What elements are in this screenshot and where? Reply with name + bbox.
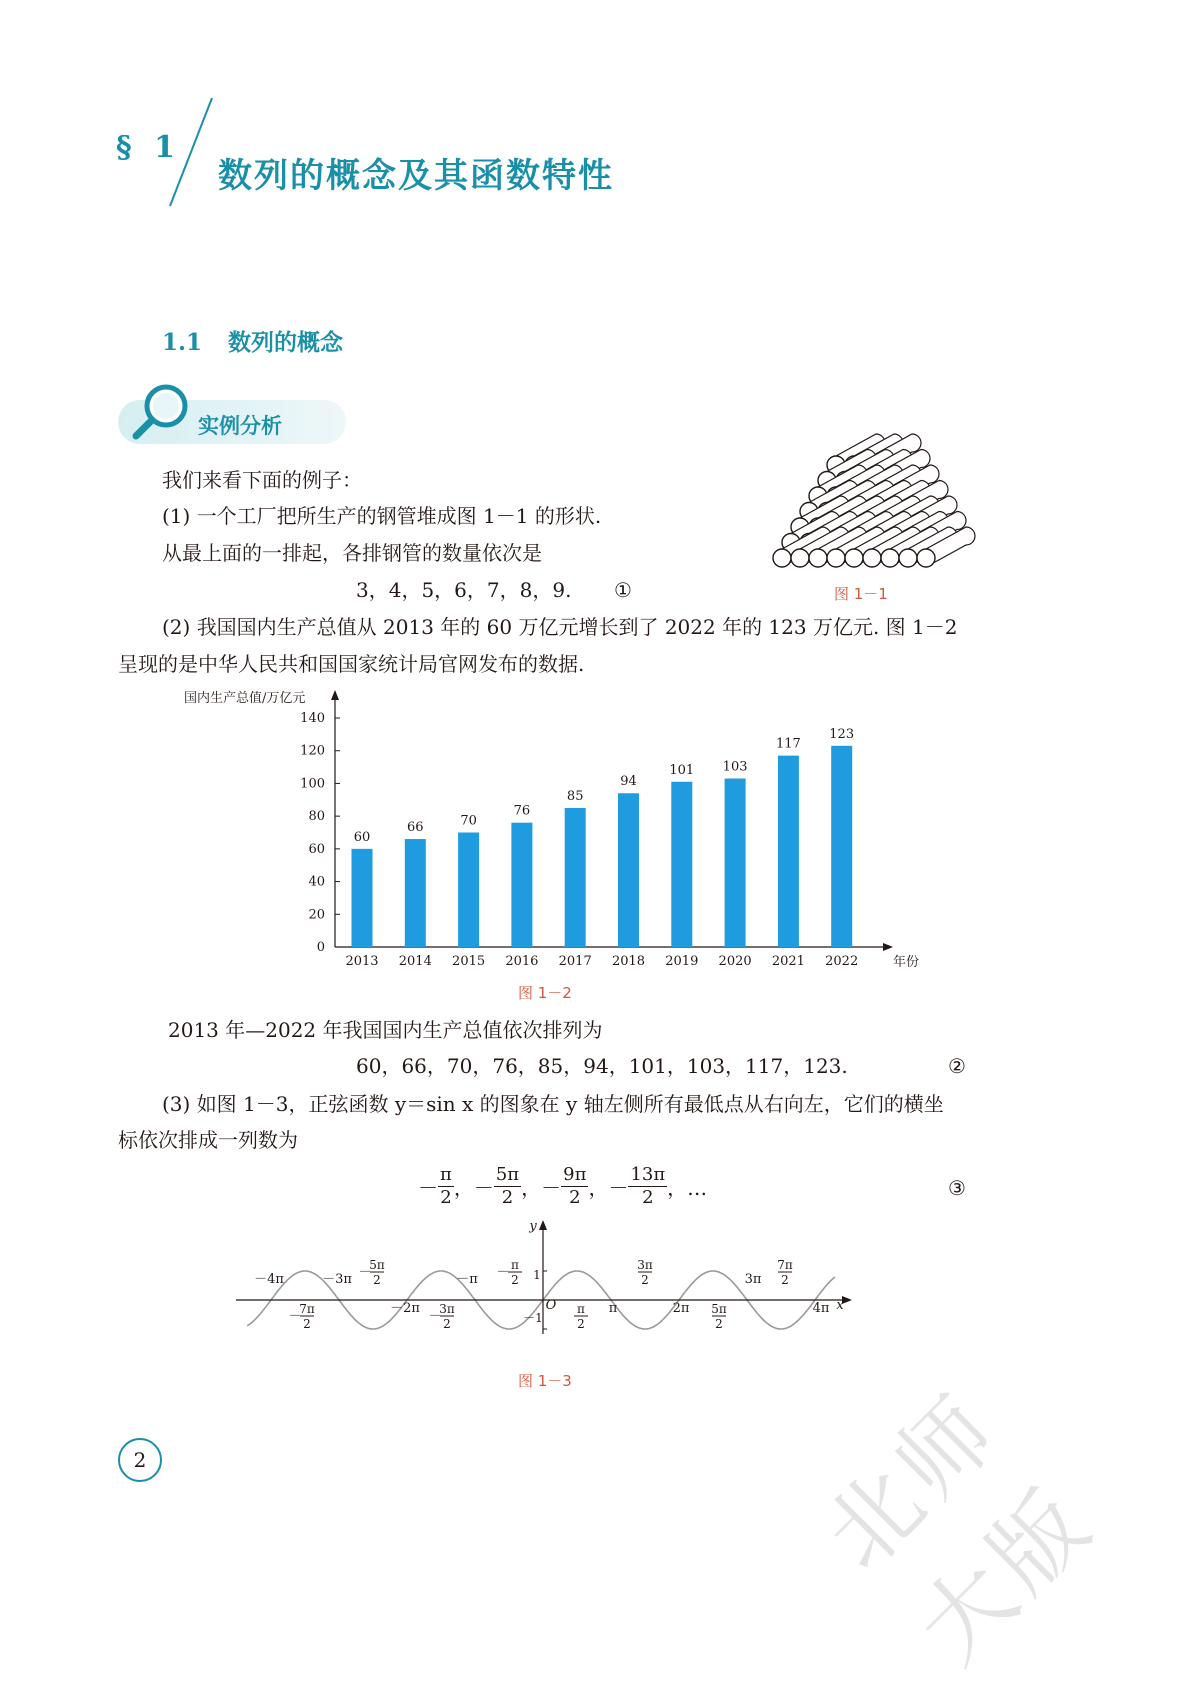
svg-text:2: 2 (443, 1317, 451, 1331)
bar (725, 779, 746, 947)
sine-graph (232, 1216, 856, 1340)
label-neg-3pi: －3π (322, 1272, 352, 1287)
example3-line2: 标依次排成一列数为 (118, 1128, 298, 1152)
x-axis-arrow (883, 943, 893, 951)
y-axis-label: y (529, 1219, 537, 1234)
label-pi: π (608, 1301, 618, 1316)
y-tick-label: 20 (308, 907, 325, 923)
example2-after-text: 2013 年—2022 年我国国内生产总值依次排列为 (168, 1018, 603, 1042)
section-divider (166, 96, 216, 210)
label-7pi-2 (777, 1258, 793, 1287)
seq3-ellipsis: ，… (667, 1176, 708, 1200)
svg-text:2: 2 (373, 1273, 381, 1287)
figure3-caption: 图 1－3 (518, 1372, 572, 1390)
x-tick-label: 2018 (611, 954, 646, 969)
seq3-neg-2: － (473, 1176, 494, 1200)
svg-text:7π: 7π (299, 1302, 315, 1316)
seq3-term-1: $\frac{\pi}{2}$ (440, 1164, 452, 1208)
bar (511, 823, 532, 947)
svg-text:5π: 5π (711, 1302, 727, 1316)
seq3-neg-4: － (608, 1176, 629, 1200)
label-neg-pi: －π (456, 1272, 478, 1287)
seq3-term-2: $\frac{5\pi}{2}$ (495, 1164, 520, 1208)
bar-value-label: 66 (407, 820, 424, 836)
svg-text:－: － (428, 1309, 442, 1324)
svg-text:2: 2 (303, 1317, 311, 1331)
equation-mark-1: ① (614, 578, 632, 602)
bar (405, 839, 426, 947)
y-axis-label: 国内生产总值/万亿元 (184, 691, 306, 706)
figure1-caption: 图 1－1 (834, 585, 888, 603)
seq3-neg-3: － (541, 1176, 562, 1200)
x-tick-label: 2021 (771, 954, 805, 969)
label-pi-2 (574, 1302, 588, 1331)
svg-text:π: π (577, 1302, 585, 1316)
figure2-caption: 图 1－2 (518, 984, 572, 1002)
magnifier-icon (128, 382, 198, 442)
label-4pi: 4π (812, 1301, 830, 1316)
y-tick-label: 0 (316, 940, 325, 955)
x-axis-label: x (836, 1298, 844, 1313)
label-neg-4pi: －4π (254, 1272, 284, 1287)
y-tick-label: 140 (300, 711, 325, 726)
y-neg-one-label: －1 (523, 1311, 543, 1325)
equation-mark-3: ③ (948, 1176, 966, 1200)
section-title: 数列的概念及其函数特性 (218, 156, 614, 196)
label-neg-pi-2 (496, 1258, 522, 1287)
x-tick-label: 2015 (452, 954, 486, 969)
bar (778, 756, 799, 947)
y-tick-label: 40 (308, 874, 325, 890)
bar (352, 849, 373, 947)
bar (565, 808, 586, 947)
subsection-title (162, 324, 343, 357)
y-axis-arrow (331, 690, 339, 700)
x-tick-label: 2016 (505, 954, 539, 969)
svg-text:－: － (288, 1309, 302, 1324)
svg-text:5π: 5π (369, 1258, 385, 1272)
bar (831, 746, 852, 947)
svg-text:2: 2 (781, 1273, 789, 1287)
seq3-term-4: $\frac{13\pi}{2}$ (630, 1164, 666, 1208)
bar-value-label: 103 (722, 759, 748, 775)
example2-line2: 呈现的是中华人民共和国国家统计局官网发布的数据. (118, 652, 585, 676)
x-tick-label: 2019 (665, 954, 699, 969)
x-axis-label: 年份 (893, 955, 920, 970)
subsection-number: 1.1 (162, 329, 203, 356)
svg-text:2: 2 (577, 1317, 585, 1331)
intro-text: 我们来看下面的例子： (162, 468, 362, 492)
label-neg-7pi-2 (288, 1302, 314, 1331)
label-neg-3pi-2 (428, 1302, 454, 1331)
gdp-bar-chart (170, 684, 920, 980)
svg-text:2: 2 (715, 1317, 723, 1331)
x-tick-label: 2022 (825, 954, 859, 969)
example-badge-label: 实例分析 (198, 413, 282, 438)
y-tick-label: 80 (308, 809, 325, 825)
example1-line1: (1) 一个工厂把所生产的钢管堆成图 1－1 的形状. (162, 504, 602, 528)
equation-mark-2: ② (948, 1054, 966, 1078)
bar-value-label: 85 (566, 788, 584, 804)
subsection-text: 数列的概念 (228, 329, 344, 356)
svg-text:－: － (496, 1265, 510, 1280)
y-tick-label: 120 (300, 743, 325, 759)
publisher-watermark: 北师大版 (804, 1372, 1115, 1684)
y-tick-label: 60 (308, 841, 325, 857)
page-number: 2 (118, 1438, 162, 1482)
bar (618, 793, 639, 947)
bar-value-label: 94 (620, 774, 637, 790)
example1-sequence: 3，4，5，6，7，8，9. (356, 578, 572, 602)
example3-sequence: － $\frac{\pi}{2}$ ，－ $\frac{5\pi}{2}$ ，－ $\frac{9\pi}{2}$ ，－ $\frac{13\pi}{2}$ ，… (418, 1164, 708, 1208)
origin-label: O (545, 1298, 557, 1313)
example1-line2: 从最上面的一排起，各排钢管的数量依次是 (162, 541, 542, 565)
bar-value-label: 101 (669, 762, 695, 778)
y-tick-label: 100 (300, 776, 325, 792)
bar-value-label: 76 (513, 803, 531, 819)
bar-value-label: 123 (829, 726, 855, 742)
x-tick-label: 2014 (398, 954, 432, 969)
bar-value-label: 70 (460, 813, 477, 829)
example3-line1: (3) 如图 1－3，正弦函数 y＝sin x 的图象在 y 轴左侧所有最低点从右向左，它们的横坐 (162, 1092, 944, 1116)
bar (671, 782, 692, 947)
seq3-neg-1: － (418, 1176, 438, 1200)
svg-text:2: 2 (511, 1273, 519, 1287)
y-one-label: 1 (533, 1268, 541, 1282)
svg-text:π: π (511, 1258, 519, 1272)
example2-sequence: 60，66，70，76，85，94，101，103，117，123. (356, 1054, 848, 1078)
pipe-stack-figure (768, 418, 982, 572)
label-neg-2pi: －2π (390, 1301, 420, 1316)
example2-line1: (2) 我国国内生产总值从 2013 年的 60 万亿元增长到了 2022 年的 123 万亿元. 图 1－2 (162, 615, 958, 639)
label-3pi: 3π (744, 1272, 762, 1287)
y-axis-arrow (539, 1220, 547, 1230)
svg-text:3π: 3π (637, 1258, 653, 1272)
label-neg-5pi-2 (358, 1258, 384, 1287)
svg-text:7π: 7π (777, 1258, 793, 1272)
section-mark: § 1 (116, 130, 182, 165)
seq3-term-3: $\frac{9\pi}{2}$ (563, 1164, 587, 1208)
label-5pi-2 (711, 1302, 727, 1331)
svg-text:3π: 3π (439, 1302, 455, 1316)
x-tick-label: 2013 (345, 954, 379, 969)
label-3pi-2 (637, 1258, 653, 1287)
bar-value-label: 117 (775, 736, 801, 752)
svg-text:2: 2 (641, 1273, 649, 1287)
bar-value-label: 60 (353, 829, 371, 845)
x-tick-label: 2017 (558, 954, 592, 969)
x-tick-label: 2020 (718, 954, 752, 969)
svg-text:－: － (358, 1265, 372, 1280)
bar (458, 833, 479, 948)
label-2pi: 2π (672, 1301, 690, 1316)
